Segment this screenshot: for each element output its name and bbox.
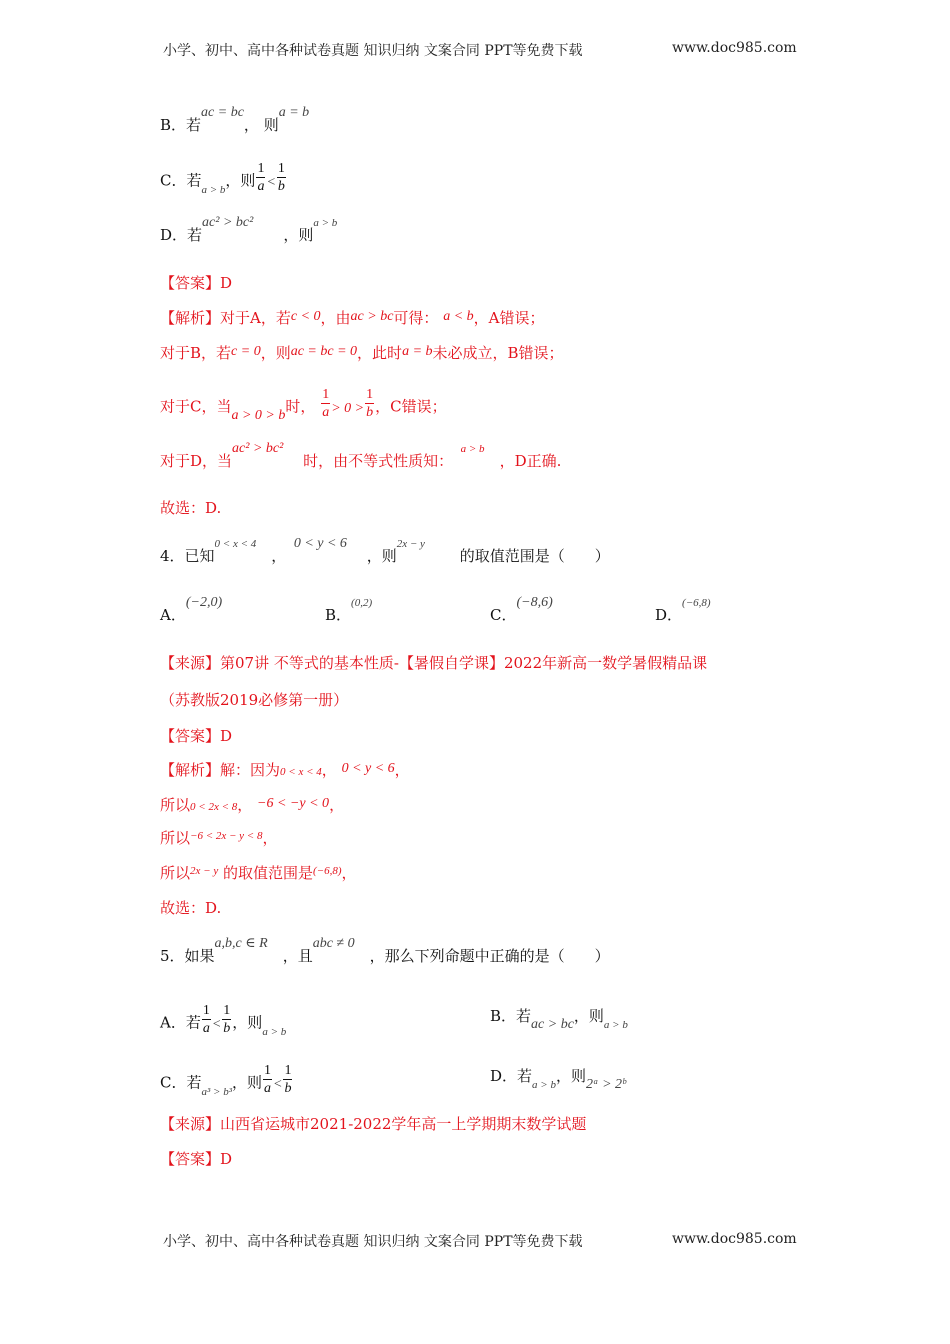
q4-source-cont: （苏教版2019必修第一册） (160, 691, 349, 709)
math: a > b (201, 183, 226, 196)
math-expression: ac² > bc² (232, 441, 284, 456)
math-expression: (−6,8) (682, 597, 711, 609)
question-5 (160, 936, 610, 966)
text-segment: ，则 (366, 547, 397, 565)
fraction (202, 1002, 211, 1037)
text-segment: C．若 (160, 1073, 202, 1092)
math-expression: a < b (443, 309, 474, 324)
q3-analysis-b (160, 343, 564, 363)
math-expression: c = 0 (231, 344, 261, 359)
text-segment: 的取值范围是（ ） (459, 547, 610, 565)
q3-option-c (160, 161, 287, 196)
math-expression: 0 < x < 4 (280, 766, 322, 778)
text: D．若 (160, 226, 203, 244)
q4-choice: 故选：D. (160, 899, 222, 917)
q4-option-a (160, 595, 223, 627)
fraction (263, 1062, 272, 1097)
fraction (365, 386, 374, 421)
q3-analysis-c (160, 387, 447, 423)
text-segment: D (220, 274, 233, 292)
math-expression: (−2,0) (185, 595, 223, 610)
text-segment: ，由 (320, 309, 351, 327)
math-expression: a > b (603, 1019, 628, 1031)
text-segment: D (220, 1150, 233, 1168)
text-segment: 山西省运城市2021-2022学年高一上学期期末数学试题 (220, 1115, 587, 1133)
text-segment: 5．如果 (160, 947, 215, 965)
fraction (283, 1062, 292, 1097)
text-segment: 1 (322, 387, 330, 402)
text-segment: 【来源】 (160, 1115, 221, 1133)
text-segment: 对于A，若 (220, 309, 291, 327)
math: a > b (313, 217, 338, 229)
text-segment: ， (341, 864, 357, 882)
math-expression: a > b (532, 1079, 556, 1091)
q3-option-b (160, 105, 310, 135)
text-segment: C． (490, 606, 517, 624)
q5-option-d (490, 1066, 626, 1092)
math-expression: a > b (460, 443, 485, 455)
math-expression: a,b,c ∈ R (214, 936, 268, 951)
math-expression: < (273, 1076, 283, 1092)
text-segment: ，则 (232, 1013, 263, 1032)
text-segment: 所以 (160, 829, 191, 847)
text-segment: 第07讲 不等式的基本性质-【暑假自学课】2022年新高一数学暑假精品课 (220, 654, 708, 672)
math-expression: a > 0 > b (231, 407, 286, 423)
text-segment: B．若 (490, 1007, 532, 1025)
math-expression: 2x − y (190, 865, 219, 877)
math: ac = bc (201, 105, 244, 120)
text-segment: 所以 (160, 796, 191, 814)
math-expression: ac > bc (531, 1017, 574, 1032)
math-expression: 0 < 2x < 8 (190, 801, 238, 813)
math-expression: −6 < −y < 0 (257, 796, 330, 811)
math-expression: (−6,8) (313, 865, 342, 877)
q4-option-c (490, 595, 553, 627)
q3-choice: 故选：D. (160, 499, 222, 517)
math-expression: (−8,6) (516, 595, 553, 610)
text-segment: ，则 (260, 344, 291, 362)
q3-analysis-a (160, 308, 545, 328)
text-segment: B． (325, 606, 352, 624)
text-segment: ，则 (573, 1007, 604, 1025)
math-expression: 0 < x < 4 (214, 538, 257, 550)
q4-analysis-a (160, 760, 410, 780)
text-segment: 1 (284, 1063, 292, 1078)
fraction (277, 160, 286, 195)
math-expression: 0 < y < 6 (341, 761, 395, 776)
text: 则 (263, 116, 279, 134)
text-segment: a (264, 1081, 272, 1096)
text-segment: A．若 (160, 1013, 201, 1032)
text-segment: 1 (223, 1003, 231, 1018)
text-segment: ，则 (232, 1073, 263, 1092)
text-segment: ，且 (282, 947, 313, 965)
text-segment: A． (160, 606, 186, 624)
text-segment: 所以 (160, 864, 191, 882)
math-expression: a³ > b³ (201, 1085, 233, 1098)
text-segment: 1 (264, 1063, 272, 1078)
q3-answer (160, 273, 232, 293)
math-expression: (0,2) (351, 597, 373, 609)
q4-option-b (325, 597, 373, 627)
text-segment: ，A错误； (473, 309, 545, 327)
text-segment: b (223, 1021, 231, 1036)
text-segment: D (220, 727, 233, 745)
math-expression: > 0 > (331, 400, 365, 416)
text-segment: 时，由不等式性质知： (303, 452, 446, 470)
text: B．若 (160, 116, 202, 134)
q5-answer (160, 1149, 232, 1169)
header-url: www.doc985.com (672, 40, 797, 56)
math-expression: 2ᵃ > 2ᵇ (585, 1077, 626, 1092)
math-expression: < (211, 1016, 222, 1032)
text-segment: 1 (257, 161, 265, 176)
text-segment: 对于D，当 (160, 452, 233, 470)
q4-analysis-d (160, 863, 357, 883)
text-segment: 【解析】 (160, 761, 221, 779)
footer-url: www.doc985.com (672, 1231, 797, 1247)
text-segment: 1 (366, 387, 374, 402)
text-segment: a (202, 1021, 210, 1036)
q3-analysis-d (160, 441, 562, 471)
text-segment: ，那么下列命题中正确的是（ ） (369, 947, 610, 965)
text-segment: 【答案】 (160, 274, 221, 292)
math: a = b (278, 105, 310, 120)
text-segment: 解：因为 (220, 761, 281, 779)
text-segment: ， (237, 796, 253, 814)
text-segment: ，C错误； (375, 397, 447, 416)
text-segment: b (277, 179, 285, 194)
text-segment: 对于C，当 (160, 397, 232, 416)
text-segment: b (366, 405, 374, 420)
text-segment: b (284, 1081, 292, 1096)
math-expression: c < 0 (290, 309, 321, 324)
math-expression: 2x − y (396, 538, 425, 550)
text-segment: 【答案】 (160, 727, 221, 745)
text-segment: 4．已知 (160, 547, 215, 565)
text-segment: 【答案】 (160, 1150, 221, 1168)
text-segment: ， (394, 761, 410, 779)
q4-option-d (655, 597, 711, 627)
text-segment: D． (655, 606, 683, 624)
text-segment: ，此时 (357, 344, 403, 362)
question-4 (160, 536, 610, 566)
text-segment: 时， (285, 397, 316, 416)
math: < (266, 174, 276, 190)
q5-source (160, 1114, 586, 1134)
text: ，则 (225, 171, 256, 190)
q3-option-d (160, 215, 338, 245)
q5-option-c (160, 1063, 293, 1101)
math-expression: ac = bc = 0 (290, 344, 358, 359)
math-expression: 0 < y < 6 (293, 536, 347, 551)
text-segment: ， (271, 547, 279, 565)
math-expression: −6 < 2x − y < 8 (190, 830, 263, 842)
fraction (256, 160, 265, 195)
text-segment: 的取值范围是 (222, 864, 313, 882)
math-expression: a = b (402, 344, 433, 359)
q5-option-b (490, 1006, 628, 1032)
text-segment: a (257, 179, 265, 194)
text-segment: ， (321, 761, 337, 779)
text-segment: ， (329, 796, 345, 814)
text-segment: 未必成立，B错误； (432, 344, 564, 362)
footer-text: 小学、初中、高中各种试卷真题 知识归纳 文案合同 PPT等免费下载 (163, 1234, 583, 1250)
text: ， (243, 116, 259, 134)
fraction (222, 1002, 231, 1037)
text-segment: ，则 (555, 1067, 586, 1085)
text-segment: ，D正确. (499, 452, 562, 470)
header-text: 小学、初中、高中各种试卷真题 知识归纳 文案合同 PPT等免费下载 (163, 43, 583, 59)
q5-option-a (160, 1003, 287, 1041)
math-expression: ac > bc (350, 309, 394, 324)
q4-analysis-c (160, 828, 278, 848)
text-segment: 【解析】 (160, 309, 221, 327)
text-segment: D．若 (490, 1067, 533, 1085)
math: ac² > bc² (202, 215, 254, 230)
text: ，则 (283, 226, 314, 244)
math-expression: a > b (262, 1025, 287, 1038)
q4-source (160, 653, 707, 673)
text-segment: a (322, 405, 330, 420)
q4-analysis-b (160, 795, 344, 815)
text-segment: 1 (202, 1003, 210, 1018)
text-segment: ， (262, 829, 278, 847)
math-expression: abc ≠ 0 (312, 936, 355, 951)
text-segment: 可得： (393, 309, 439, 327)
text-segment: 对于B，若 (160, 344, 232, 362)
q4-answer (160, 726, 232, 746)
fraction (321, 386, 330, 421)
text-segment: 【来源】 (160, 654, 221, 672)
text: C．若 (160, 171, 202, 190)
text-segment: 1 (277, 161, 285, 176)
